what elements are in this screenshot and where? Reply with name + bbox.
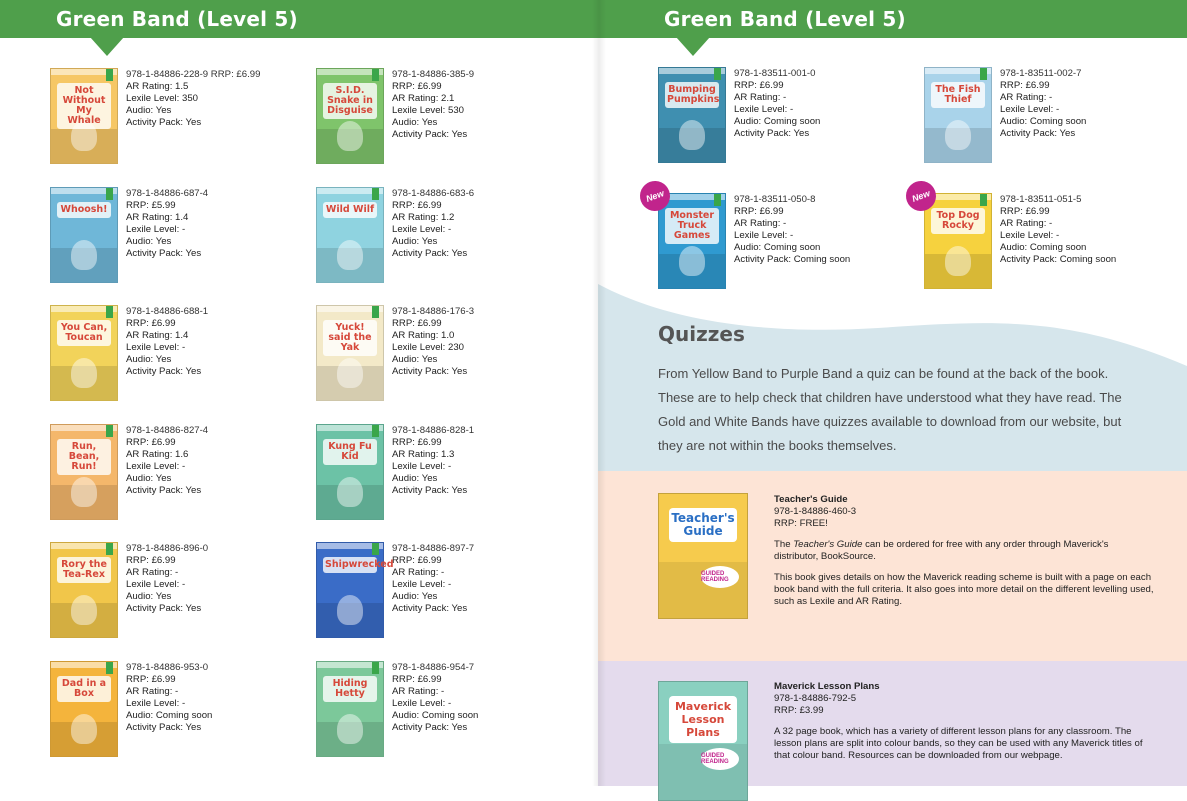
book-rrp: RRP: £6.99: [392, 555, 442, 567]
teachers-guide-name: Teacher's Guide: [774, 494, 848, 505]
book-cover: [50, 187, 118, 283]
bookmark-icon: [980, 194, 987, 206]
book-entry-rory-the-tea-rex: [50, 542, 208, 638]
book-cover: [316, 542, 394, 638]
band-header-notch: [90, 37, 124, 56]
book-audio: Audio: Yes: [392, 235, 438, 247]
book-cover-title: Shipwrecked: [323, 557, 377, 573]
book-lexile-level: Lexile Level: 230: [392, 342, 465, 354]
book-cover: [924, 67, 992, 163]
bookmark-icon: [106, 188, 113, 200]
book-audio: Audio: Coming soon: [734, 116, 821, 127]
book-cover-title: Not Without My Whale: [57, 83, 111, 129]
teachers-guide-details-text: This book gives details on how the Maverick reading scheme is built with a page on each book band with the full criteria. It also goes into more detail on the different levelling used, such as Lexile and AR Rating.: [774, 572, 1154, 607]
page-gutter: [592, 0, 606, 786]
book-cover: [316, 661, 384, 757]
book-cover-title: Rory the Tea-Rex: [57, 557, 111, 583]
book-ar-rating: AR Rating: 1.0: [392, 330, 455, 342]
book-ar-rating: AR Rating: 1.2: [392, 211, 455, 223]
book-lexile-level: Lexile Level: -: [392, 460, 452, 472]
book-isbn: 978-1-84886-896-0: [126, 543, 209, 555]
book-cover-title: Dad in a Box: [57, 676, 111, 702]
book-lexile-level: Lexile Level: -: [126, 223, 186, 235]
bookmark-icon: [980, 68, 987, 80]
book-rrp: RRP: £6.99: [734, 206, 784, 217]
band-title: Green Band (Level 5): [56, 7, 298, 31]
book-audio: Audio: Coming soon: [734, 242, 821, 253]
book-entry-not-without-my-whale: [50, 68, 260, 164]
book-isbn: 978-1-84886-687-4: [126, 187, 209, 199]
book-rrp: RRP: £6.99: [126, 555, 176, 567]
book-activity-pack: Activity Pack: Yes: [392, 247, 468, 259]
book-info: [126, 542, 208, 638]
book-rrp: RRP: £6.99: [1000, 206, 1050, 217]
book-cover: [316, 305, 384, 401]
book-lexile-level: Lexile Level: -: [126, 342, 186, 354]
book-info: [1000, 67, 1086, 163]
lesson-plans-panel: [598, 661, 1187, 786]
book-rrp: RRP: £6.99: [392, 81, 442, 92]
bookmark-icon: [372, 543, 379, 555]
book-cover-title: Yuck! said the Yak: [323, 320, 377, 356]
book-entry-the-fish-thief: [924, 67, 1086, 163]
book-cover: [316, 424, 384, 520]
book-cover-title: Whoosh!: [57, 202, 111, 218]
book-lexile-level: Lexile Level: -: [1000, 230, 1060, 241]
book-entry-top-dog-rocky: [910, 188, 1117, 289]
book-audio: Audio: Coming soon: [1000, 116, 1087, 127]
teachers-guide-isbn: 978-1-84886-460-3: [774, 506, 857, 517]
book-isbn: 978-1-83511-050-8: [734, 194, 816, 205]
book-info: [392, 187, 474, 283]
left-page: [0, 0, 598, 786]
book-cover: [658, 67, 726, 163]
new-badge: New: [902, 177, 940, 215]
lesson-plans-rrp: RRP: £3.99: [774, 705, 824, 716]
book-entry-dad-in-a-box: [50, 661, 212, 757]
book-rrp: RRP: £6.99: [392, 674, 442, 685]
book-ar-rating: AR Rating: 1.4: [126, 211, 189, 223]
book-cover: [316, 68, 384, 164]
book-lexile-level: Lexile Level: 530: [392, 105, 465, 116]
book-audio: Audio: Coming soon: [1000, 242, 1087, 253]
book-activity-pack: Activity Pack: Yes: [126, 366, 202, 378]
book-rrp: RRP: £6.99: [734, 80, 784, 91]
right-page: [598, 0, 1187, 786]
book-info: [126, 305, 208, 401]
teachers-guide-details: [774, 494, 1154, 608]
book-audio: Audio: Yes: [126, 105, 172, 116]
book-isbn: 978-1-84886-385-9: [392, 69, 475, 80]
book-ar-rating: AR Rating: 1.6: [126, 448, 189, 460]
band-header-notch: [676, 37, 710, 56]
lesson-plans-name: Maverick Lesson Plans: [774, 681, 880, 692]
book-activity-pack: Activity Pack: Coming soon: [1000, 254, 1117, 265]
book-lexile-level: Lexile Level: -: [126, 579, 186, 591]
book-cover-title: Bumping Pumpkins: [665, 82, 719, 108]
book-lexile-level: Lexile Level: -: [734, 230, 794, 241]
book-audio: Audio: Yes: [126, 354, 172, 366]
book-cover-title: The Fish Thief: [931, 82, 985, 108]
book-ar-rating: AR Rating: -: [392, 567, 445, 579]
book-isbn: 978-1-84886-683-6: [392, 187, 475, 199]
book-cover-title: You Can, Toucan: [57, 320, 111, 346]
bookmark-icon: [372, 662, 379, 674]
book-activity-pack: Activity Pack: Yes: [392, 722, 468, 733]
book-activity-pack: Activity Pack: Yes: [126, 722, 202, 733]
book-lexile-level: Lexile Level: -: [392, 223, 452, 235]
book-cover: [50, 661, 118, 757]
book-audio: Audio: Yes: [126, 591, 172, 603]
book-audio: Audio: Yes: [392, 472, 438, 484]
book-info: [1000, 193, 1116, 289]
book-isbn: 978-1-84886-897-7: [392, 543, 475, 555]
quizzes-text: From Yellow Band to Purple Band a quiz can be found at the back of the book. These are to help check that children have understood what they have read. The Gold and White Bands have quizzes available to download from our website, but they are not within the books themselves.: [658, 366, 1122, 453]
teachers-guide-cover: Teacher's Guide GUIDED READING: [658, 493, 748, 619]
book-lexile-level: Lexile Level: 350: [126, 93, 199, 104]
bookmark-icon: [372, 69, 379, 81]
lesson-plans-details: [774, 681, 1154, 762]
book-lexile-level: Lexile Level: -: [126, 460, 186, 472]
book-isbn: 978-1-84886-953-0: [126, 662, 209, 673]
book-cover-title: Run, Bean, Run!: [57, 439, 111, 475]
book-ar-rating: AR Rating: -: [1000, 218, 1053, 229]
book-entry-yuck-said-the-yak: [316, 305, 474, 401]
book-isbn: 978-1-84886-228-9 RRP: £6.99: [126, 69, 261, 80]
book-ar-rating: AR Rating: -: [126, 567, 179, 579]
book-entry-kung-fu-kid: [316, 424, 474, 520]
book-info: [392, 68, 474, 164]
book-isbn: 978-1-84886-954-7: [392, 662, 475, 673]
book-info: [126, 68, 260, 164]
book-isbn: 978-1-84886-688-1: [126, 306, 209, 318]
lesson-plans-isbn: 978-1-84886-792-5: [774, 693, 857, 704]
bookmark-icon: [372, 188, 379, 200]
new-badge: New: [636, 177, 674, 215]
book-entry-monster-truck-games: [644, 188, 851, 289]
book-ar-rating: AR Rating: -: [734, 92, 787, 103]
book-ar-rating: AR Rating: 1.4: [126, 330, 189, 342]
book-cover: [316, 187, 384, 283]
book-lexile-level: Lexile Level: -: [126, 698, 186, 709]
book-entry-you-can-toucan: [50, 305, 208, 401]
book-lexile-level: Lexile Level: -: [734, 104, 794, 115]
book-rrp: RRP: £6.99: [126, 436, 176, 448]
book-cover-title: Wild Wilf: [323, 202, 377, 218]
bookmark-icon: [372, 425, 379, 437]
book-info: [392, 305, 474, 401]
book-audio: Audio: Yes: [392, 354, 438, 366]
book-info: [734, 67, 820, 163]
book-cover-title: Kung Fu Kid: [323, 439, 377, 465]
book-isbn: 978-1-83511-002-7: [1000, 68, 1082, 79]
book-info: [734, 193, 850, 289]
lesson-plans-cover: Maverick Lesson Plans GUIDED READING: [658, 681, 748, 801]
book-cover: [50, 542, 118, 638]
book-lexile-level: Lexile Level: -: [392, 579, 452, 591]
quizzes-heading: Quizzes: [658, 322, 745, 346]
book-activity-pack: Activity Pack: Yes: [126, 603, 202, 615]
book-cover: [50, 424, 118, 520]
book-ar-rating: AR Rating: -: [126, 686, 179, 697]
book-rrp: RRP: £6.99: [126, 674, 176, 685]
bookmark-icon: [714, 68, 721, 80]
book-info: [126, 661, 212, 757]
book-rrp: RRP: £6.99: [392, 436, 442, 448]
book-entry-bumping-pumpkins: [658, 67, 820, 163]
book-cover-title: Hiding Hetty: [323, 676, 377, 702]
book-audio: Audio: Yes: [126, 235, 172, 247]
book-audio: Audio: Yes: [126, 472, 172, 484]
book-rrp: RRP: £6.99: [126, 318, 176, 330]
book-info: [126, 424, 208, 520]
book-activity-pack: Activity Pack: Yes: [392, 129, 468, 140]
book-entry-hiding-hetty: [316, 661, 478, 757]
book-activity-pack: Activity Pack: Yes: [392, 484, 468, 496]
teachers-guide-description: The Teacher's Guide can be ordered for free with any order through Maverick's distributor, BookSource.: [774, 539, 1109, 562]
bookmark-icon: [714, 194, 721, 206]
book-isbn: 978-1-84886-828-1: [392, 424, 475, 436]
book-ar-rating: AR Rating: 1.5: [126, 81, 189, 92]
lesson-plans-description: A 32 page book, which has a variety of different lesson plans for any classroom. The lesson plans are split into colour bands, so they can be used with any Maverick titles of that colour band. Resources can be downloaded from our webpage.: [774, 726, 1143, 761]
bookmark-icon: [106, 662, 113, 674]
book-rrp: RRP: £6.99: [392, 318, 442, 330]
bookmark-icon: [106, 306, 113, 318]
book-info: [392, 424, 474, 520]
book-activity-pack: Activity Pack: Yes: [126, 484, 202, 496]
book-entry-run-bean-run: [50, 424, 208, 520]
book-audio: Audio: Coming soon: [126, 710, 213, 721]
book-info: [392, 661, 478, 757]
book-activity-pack: Activity Pack: Yes: [126, 117, 202, 128]
book-rrp: RRP: £6.99: [1000, 80, 1050, 91]
teachers-guide-panel: [598, 471, 1187, 661]
book-audio: Audio: Yes: [392, 117, 438, 128]
book-isbn: 978-1-84886-176-3: [392, 306, 475, 318]
bookmark-icon: [372, 306, 379, 318]
book-rrp: RRP: £6.99: [392, 199, 442, 211]
book-lexile-level: Lexile Level: -: [392, 698, 452, 709]
band-title: Green Band (Level 5): [664, 7, 906, 31]
book-cover: [924, 193, 992, 289]
book-cover-title: S.I.D. Snake in Disguise: [323, 83, 377, 119]
book-info: [392, 542, 474, 638]
teachers-guide-rrp: RRP: FREE!: [774, 518, 828, 529]
book-isbn: 978-1-83511-051-5: [1000, 194, 1082, 205]
book-activity-pack: Activity Pack: Yes: [392, 366, 468, 378]
book-cover: [50, 68, 118, 164]
book-audio: Audio: Coming soon: [392, 710, 479, 721]
book-activity-pack: Activity Pack: Yes: [126, 247, 202, 259]
book-isbn: 978-1-84886-827-4: [126, 424, 209, 436]
book-activity-pack: Activity Pack: Yes: [1000, 128, 1076, 139]
book-cover-title: Monster Truck Games: [665, 208, 719, 244]
book-activity-pack: Activity Pack: Yes: [734, 128, 810, 139]
bookmark-icon: [106, 425, 113, 437]
book-ar-rating: AR Rating: -: [1000, 92, 1053, 103]
book-entry-s-i-d-snake-in-disguise: [316, 68, 474, 164]
book-entry-shipwrecked: [316, 542, 474, 638]
book-activity-pack: Activity Pack: Coming soon: [734, 254, 851, 265]
book-ar-rating: AR Rating: 2.1: [392, 93, 455, 104]
book-rrp: RRP: £5.99: [126, 199, 176, 211]
bookmark-icon: [106, 543, 113, 555]
book-entry-whoosh: [50, 187, 208, 283]
book-lexile-level: Lexile Level: -: [1000, 104, 1060, 115]
book-isbn: 978-1-83511-001-0: [734, 68, 816, 79]
book-ar-rating: AR Rating: -: [392, 686, 445, 697]
book-ar-rating: AR Rating: 1.3: [392, 448, 455, 460]
book-info: [126, 187, 208, 283]
book-activity-pack: Activity Pack: Yes: [392, 603, 468, 615]
book-ar-rating: AR Rating: -: [734, 218, 787, 229]
book-cover: [658, 193, 726, 289]
bookmark-icon: [106, 69, 113, 81]
book-entry-wild-wilf: [316, 187, 474, 283]
book-audio: Audio: Yes: [392, 591, 438, 603]
book-cover-title: Top Dog Rocky: [931, 208, 985, 234]
book-cover: [50, 305, 118, 401]
